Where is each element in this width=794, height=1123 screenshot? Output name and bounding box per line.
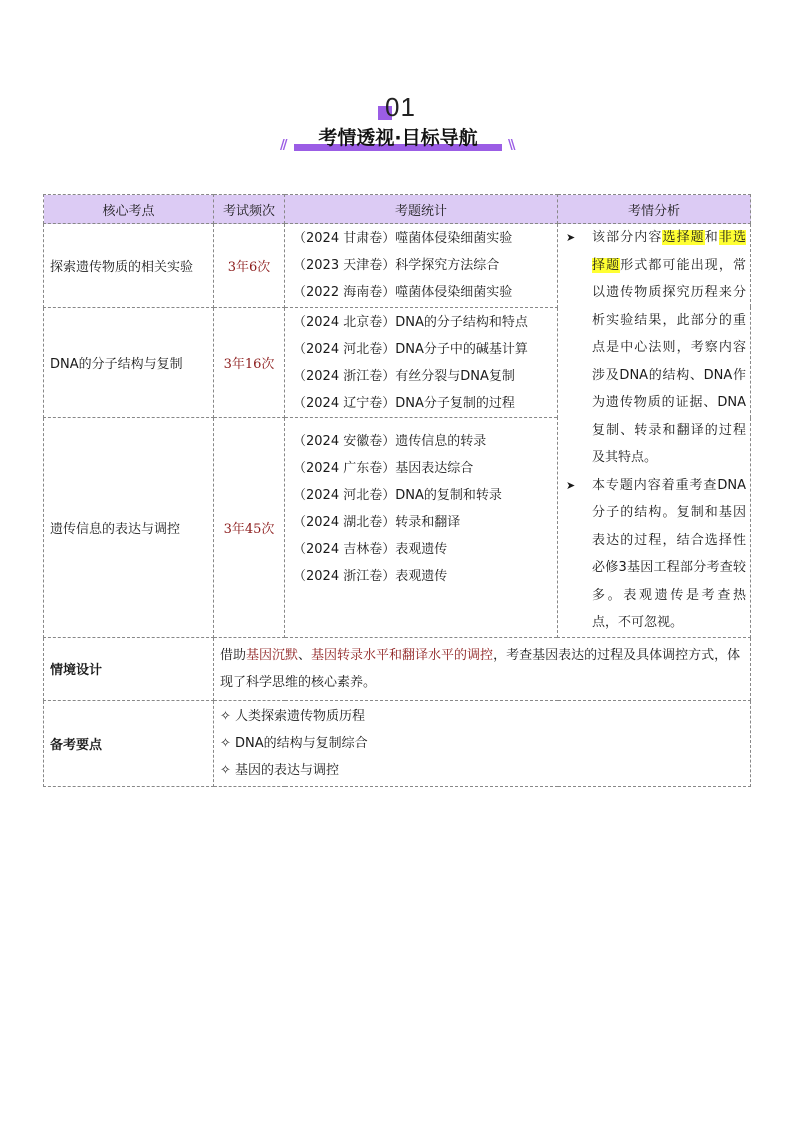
list-item: ✧ DNA的结构与复制综合 bbox=[220, 735, 368, 751]
analysis-text: 和 bbox=[704, 230, 719, 245]
stat-item: （2024 河北卷）DNA分子中的碱基计算 bbox=[293, 341, 528, 357]
section-title-wrap bbox=[280, 126, 516, 152]
highlight-non-multiple-choice: 非选择题 bbox=[592, 230, 746, 273]
list-item: ✧ 基因的表达与调控 bbox=[220, 762, 340, 778]
section-header bbox=[0, 92, 794, 162]
stat-item: （2024 浙江卷）表观遗传 bbox=[293, 569, 448, 585]
stat-item: （2024 河北卷）DNA的复制和转录 bbox=[293, 488, 502, 504]
section-number: 01 bbox=[385, 92, 416, 122]
scene-text: 、 bbox=[298, 647, 312, 663]
stat-item: （2023 天津卷）科学探究方法综合 bbox=[293, 257, 500, 273]
highlight-multiple-choice: 选择题 bbox=[662, 230, 705, 245]
exam-stats bbox=[285, 418, 558, 637]
core-point: DNA的分子结构与复制 bbox=[44, 307, 214, 417]
header-core-point: 核心考点 bbox=[44, 195, 214, 224]
analysis-text: 形式都可能出现，常以遗传物质探究历程来分析实验结果，此部分的重点是中心法则，考察内容涉及DNA的结构、DNA作为遗传物质的证据、DNA复制、转录和翻译的过程及其特点。 bbox=[592, 257, 746, 465]
stat-item: （2024 北京卷）DNA的分子结构和特点 bbox=[293, 314, 528, 330]
stat-item: （2024 广东卷）基因表达综合 bbox=[293, 461, 474, 477]
exam-analysis-table bbox=[43, 194, 751, 787]
header-analysis: 考情分析 bbox=[558, 195, 751, 224]
stat-item: （2024 甘肃卷）噬菌体侵染细菌实验 bbox=[293, 230, 513, 246]
scene-design-row bbox=[44, 637, 751, 700]
scene-design-content bbox=[214, 637, 751, 700]
stat-item: （2024 浙江卷）有丝分裂与DNA复制 bbox=[293, 368, 515, 384]
analysis-cell bbox=[558, 224, 751, 638]
scene-design-label: 情境设计 bbox=[44, 637, 214, 700]
exam-frequency: 3年45次 bbox=[214, 418, 285, 637]
right-slash-decoration: \\ bbox=[508, 138, 514, 153]
table-row bbox=[44, 224, 751, 308]
scene-text: 借助 bbox=[220, 647, 247, 663]
analysis-item bbox=[564, 472, 746, 637]
analysis-text: 该部分内容 bbox=[592, 230, 663, 245]
prep-points-label: 备考要点 bbox=[44, 700, 214, 786]
scene-keyword: 基因沉默 bbox=[246, 647, 299, 663]
stat-item: （2024 吉林卷）表观遗传 bbox=[293, 542, 448, 558]
core-point: 探索遗传物质的相关实验 bbox=[44, 224, 214, 308]
exam-frequency: 3年16次 bbox=[214, 307, 285, 417]
arrow-bullet-icon: ➤ bbox=[566, 478, 576, 492]
stat-item: （2024 辽宁卷）DNA分子复制的过程 bbox=[293, 395, 515, 411]
scene-text: ，考查基因表达的过程及具体调控方式，体现了科学思维的核心素养。 bbox=[220, 647, 741, 690]
header-frequency: 考试频次 bbox=[214, 195, 285, 224]
header-statistics: 考题统计 bbox=[285, 195, 558, 224]
prep-points-content bbox=[214, 700, 751, 786]
stat-item: （2024 安徽卷）遗传信息的转录 bbox=[293, 434, 487, 450]
list-item: ✧ 人类探索遗传物质历程 bbox=[220, 708, 366, 724]
analysis-item bbox=[564, 224, 746, 472]
exam-stats bbox=[285, 307, 558, 417]
exam-stats bbox=[285, 224, 558, 308]
exam-frequency: 3年6次 bbox=[214, 224, 285, 308]
stat-item: （2022 海南卷）噬菌体侵染细菌实验 bbox=[293, 284, 513, 300]
prep-points-row bbox=[44, 700, 751, 786]
analysis-text: 本专题内容着重考查DNA分子的结构。复制和基因表达的过程，结合选择性必修3基因工程部分考查较多。表观遗传是考查热点，不可忽视。 bbox=[592, 477, 746, 630]
section-title: 考情透视·目标导航 bbox=[318, 127, 478, 149]
arrow-bullet-icon: ➤ bbox=[566, 231, 576, 244]
scene-keyword: 基因转录水平和翻译水平的调控 bbox=[311, 647, 494, 663]
left-slash-decoration: // bbox=[280, 138, 286, 153]
core-point: 遗传信息的表达与调控 bbox=[44, 418, 214, 637]
stat-item: （2024 湖北卷）转录和翻译 bbox=[293, 515, 461, 531]
table-header-row bbox=[44, 195, 751, 224]
